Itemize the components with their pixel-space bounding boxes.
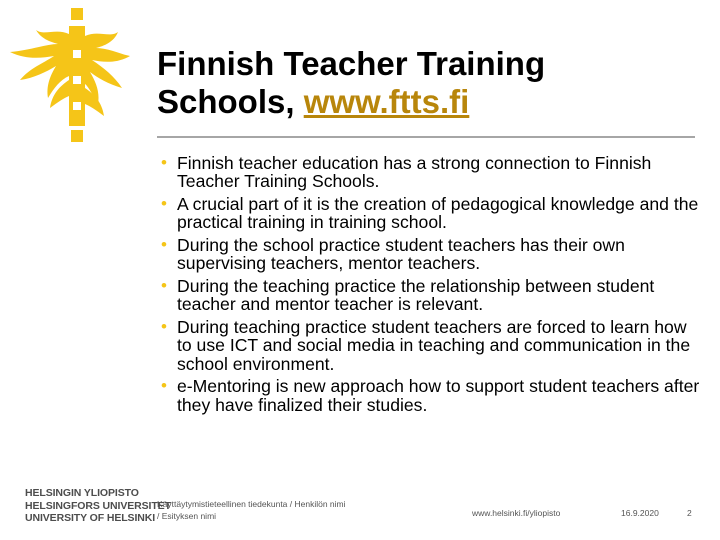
- title-divider: [157, 136, 695, 138]
- bullet-icon: •: [161, 317, 167, 336]
- slide-title: [157, 45, 697, 121]
- footer-faculty: [157, 498, 346, 522]
- bullet-text: e-Mentoring is new approach how to support student teachers after they have finalized their studies.: [177, 376, 700, 415]
- list-item: [157, 154, 702, 191]
- bullet-list: [157, 154, 702, 418]
- title-line-2: [157, 83, 697, 121]
- university-name-swedish: HELSINGFORS UNIVERSITET: [25, 499, 171, 512]
- title-line-1: Finnish Teacher Training: [157, 45, 546, 82]
- list-item: [157, 195, 702, 232]
- list-item: [157, 377, 702, 414]
- bullet-text: During the teaching practice the relationship between student teacher and mentor teacher is relevant.: [177, 276, 655, 315]
- university-of-helsinki-flame-logo-icon: [6, 6, 134, 146]
- footer-url[interactable]: www.helsinki.fi/yliopisto: [472, 508, 561, 518]
- university-name-finnish: HELSINGIN YLIOPISTO: [25, 487, 139, 499]
- footer-date: 16.9.2020: [621, 508, 659, 518]
- bullet-text: A crucial part of it is the creation of pedagogical knowledge and the practical training in training school.: [177, 194, 699, 233]
- bullet-icon: •: [161, 276, 167, 295]
- bullet-icon: •: [161, 376, 167, 396]
- bullet-text: During teaching practice student teachers are forced to learn how to use ICT and social media in teaching and communication in the school environment.: [177, 317, 691, 374]
- ftts-website-link[interactable]: www.ftts.fi: [303, 83, 470, 120]
- bullet-text: During the school practice student teachers has their own supervising teachers, mentor teachers.: [177, 235, 625, 274]
- footer-faculty-line-1: Käyttäytymistieteellinen tiedekunta / Henkilön nimi: [157, 499, 346, 509]
- bullet-text: Finnish teacher education has a strong connection to Finnish Teacher Training Schools.: [177, 153, 652, 192]
- list-item: [157, 236, 702, 273]
- university-name: [25, 487, 171, 525]
- list-item: [157, 318, 702, 373]
- title-prefix: Schools,: [157, 83, 304, 120]
- university-name-english: UNIVERSITY OF HELSINKI: [25, 512, 156, 524]
- list-item: [157, 277, 702, 314]
- footer-faculty-line-2: / Esityksen nimi: [157, 511, 217, 521]
- bullet-icon: •: [161, 235, 167, 254]
- page-number: 2: [687, 508, 692, 518]
- bullet-icon: •: [161, 153, 167, 172]
- bullet-icon: •: [161, 194, 167, 213]
